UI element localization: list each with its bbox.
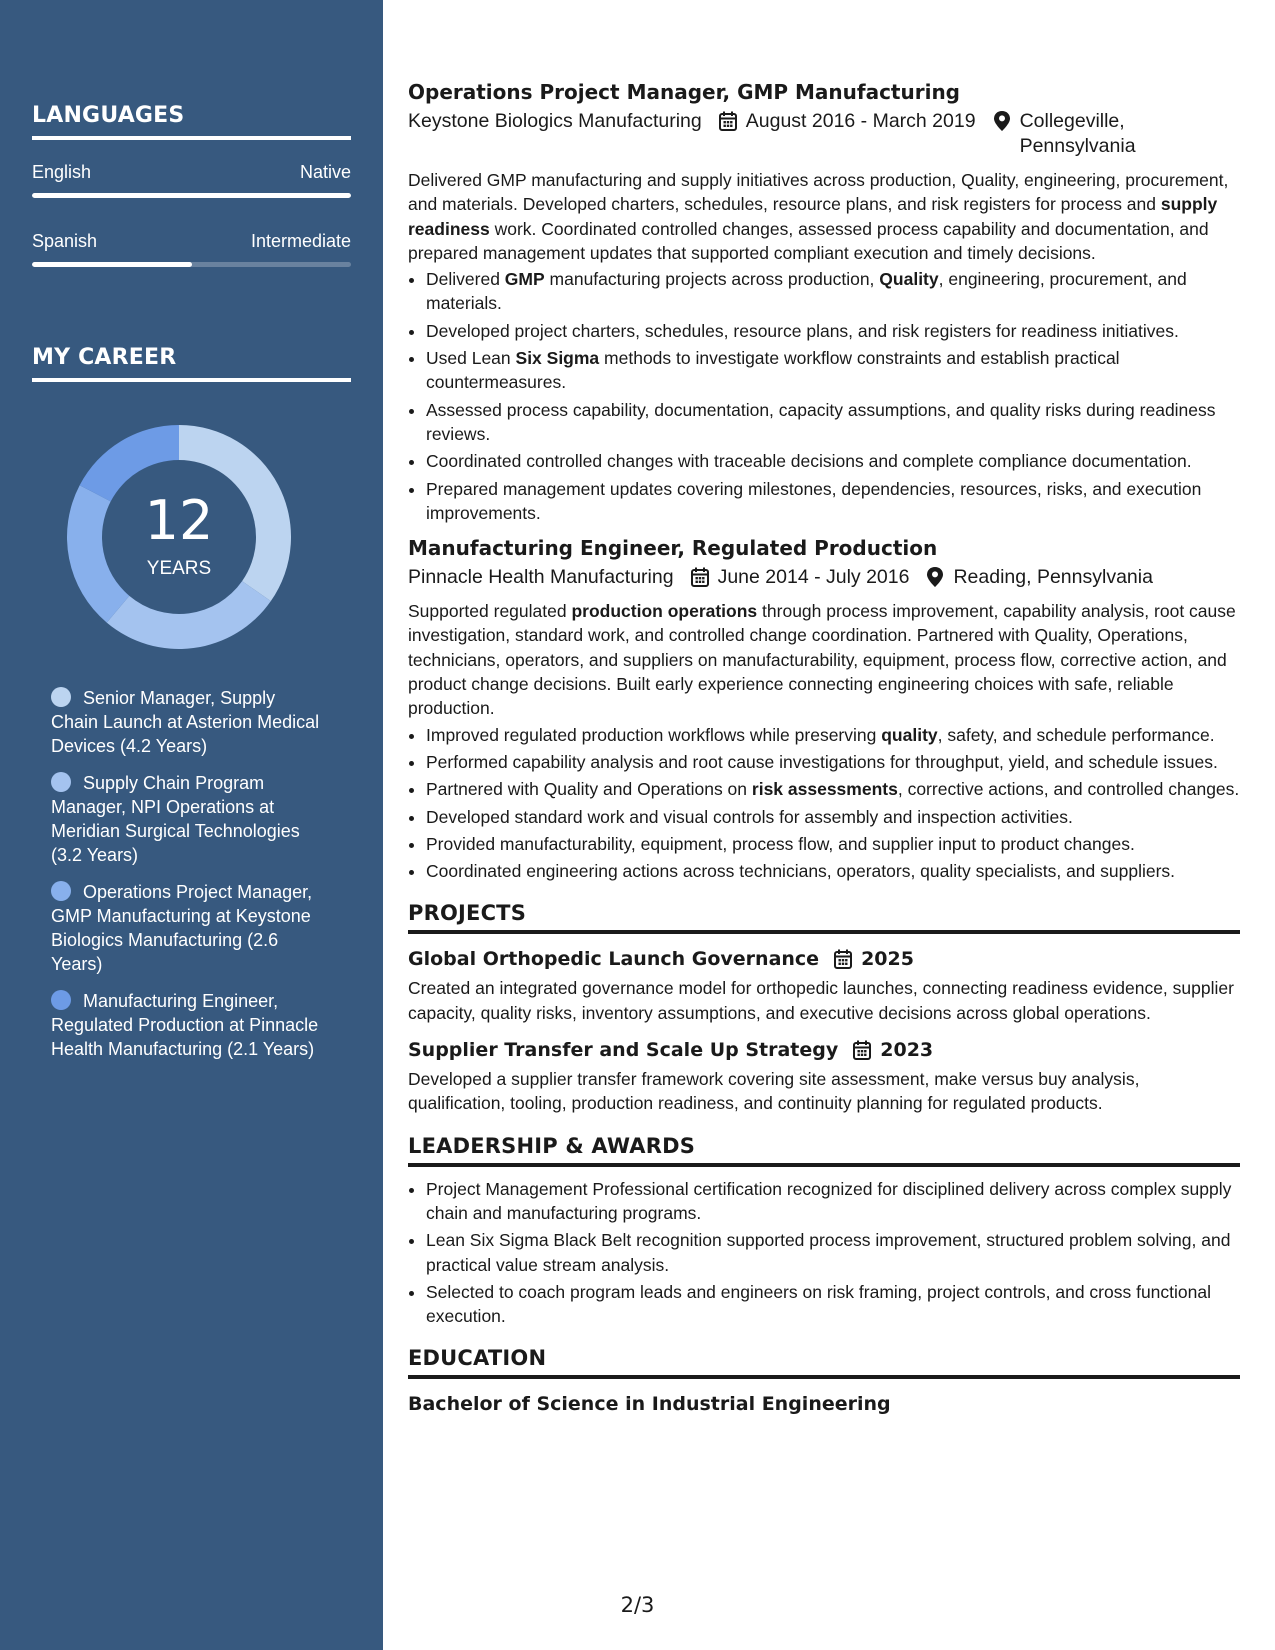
career-dot [51,772,71,792]
project-description: Developed a supplier transfer framework covering site assessment, make versus buy analysis, qualification, tooling, production readiness, and continuity planning for regulated products. [408,1069,1140,1114]
education-section [408,1346,1240,1417]
language-name: Spanish [32,231,98,251]
language-level: Intermediate [250,231,351,251]
project-header [408,1037,1240,1063]
job-bullet: • Coordinated engineering actions across technicians, operators, quality specialists, and suppliers. [426,859,1240,883]
page-number: 2/3 [620,1593,655,1617]
bold-text: GMP [504,269,545,290]
language-row-spanish [32,231,351,252]
career-item [51,771,326,867]
bold-text: risk assessments [751,779,898,800]
project-header [408,946,1240,972]
education-degree: Bachelor of Science in Industrial Engineering [408,1393,891,1416]
leadership-heading: LEADERSHIP & AWARDS [408,1134,1240,1167]
language-level: Native [299,162,351,182]
career-item [51,880,326,976]
education-heading: EDUCATION [408,1346,1240,1379]
career-dot [51,990,71,1010]
project-year: 2023 [880,1039,934,1062]
career-item [51,686,326,758]
career-item-text: Operations Project Manager, GMP Manufacturing at Keystone Biologics Manufacturing (2.6 Years) [51,882,313,974]
job-bullet: • Developed project charters, schedules, resource plans, and risk registers for readiness initiatives. [426,319,1240,343]
job-bullet: • Prepared management updates covering milestones, dependencies, resources, risks, and execution improvements. [426,477,1240,526]
language-row-english [32,162,351,183]
career-dot [51,687,71,707]
job-entry [408,534,1240,883]
job-bullet: • Assessed process capability, documentation, capacity assumptions, and quality risks during readiness reviews. [426,398,1240,447]
language-bar-spanish [32,262,351,267]
job-bullet: • Improved regulated production workflows while preserving quality, safety, and schedule performance. [426,723,1240,747]
career-item-text: Supply Chain Program Manager, NPI Operations at Meridian Surgical Technologies (3.2 Years) [51,773,300,865]
job-bullets [408,723,1240,884]
job-meta [408,565,1240,590]
job-bullet: • Developed standard work and visual controls for assembly and inspection activities. [426,805,1240,829]
career-years-label: YEARS [146,558,212,579]
map-pin-icon [992,110,1012,132]
calendar-icon [718,110,738,132]
career-item-text: Manufacturing Engineer, Regulated Production at Pinnacle Health Manufacturing (2.1 Years) [51,991,319,1059]
job-bullet: • Used Lean Six Sigma methods to investigate workflow constraints and establish practical countermeasures. [426,346,1240,395]
bold-text: quality [881,724,938,745]
calendar-icon [852,1039,872,1061]
job-bullet: • Coordinated controlled changes with traceable decisions and complete compliance documentation. [426,449,1240,473]
language-bar-fill [32,193,351,198]
job-bullet: • Delivered GMP manufacturing projects across production, Quality, engineering, procurement, and materials. [426,267,1240,316]
leadership-list [408,1177,1240,1329]
job-summary: Delivered GMP manufacturing and supply initiatives across production, Quality, engineering, procurement, and materials. Developed charters, schedules, resource plans, and risk registers for process and supply readiness work. Coordinated controlled changes, assessed process capability and documentation, and prepared management updates that supported compliant execution and timely decisions. [408,170,1229,263]
bold-text: supply readiness [408,194,1218,239]
language-bar-fill [32,262,192,267]
leadership-section [408,1134,1240,1329]
job-company: Pinnacle Health Manufacturing [408,566,674,589]
project-description: Created an integrated governance model for orthopedic launches, connecting readiness evidence, supplier capacity, quality risks, inventory assumptions, and executive decisions across global operations. [408,978,1234,1023]
job-bullet: • Performed capability analysis and root cause investigations for throughput, yield, and schedule issues. [426,750,1240,774]
job-title: Operations Project Manager, GMP Manufacturing [408,80,961,104]
bold-text: Quality [879,269,939,290]
main-content [408,78,1240,1417]
calendar-icon [833,948,853,970]
language-name: English [32,162,92,182]
job-location: Reading, Pennsylvania [953,566,1153,589]
leadership-item: • Lean Six Sigma Black Belt recognition supported process improvement, structured problem solving, and practical value stream analysis. [426,1228,1240,1277]
job-location: Collegeville, Pennsylvania [1019,110,1136,157]
job-bullet: • Provided manufacturability, equipment, process flow, and supplier input to product changes. [426,832,1240,856]
job-meta [408,109,1240,159]
project-title: Global Orthopedic Launch Governance [408,948,820,971]
job-dates: June 2014 - July 2016 [717,566,910,589]
projects-heading: PROJECTS [408,901,1240,934]
career-heading: MY CAREER [32,345,351,382]
map-pin-icon [925,566,945,588]
leadership-item: • Project Management Professional certification recognized for disciplined delivery across complex supply chain and manufacturing programs. [426,1177,1240,1226]
career-item-text: Senior Manager, Supply Chain Launch at Asterion Medical Devices (4.2 Years) [51,688,320,756]
career-donut-slice [107,581,271,649]
job-dates: August 2016 - March 2019 [745,110,976,132]
job-title: Manufacturing Engineer, Regulated Production [408,536,938,561]
career-years-number: 12 [144,489,214,552]
bold-text: production operations [571,601,758,622]
languages-heading: LANGUAGES [32,103,351,140]
language-bar-english [32,193,351,198]
job-bullets [408,267,1240,525]
job-summary: Supported regulated production operations through process improvement, capability analysis, root cause investigation, standard work, and controlled change coordination. Partnered with Quality, Operations, technicians, operators, and suppliers on manufacturability, equipment, process flow, corrective action, and product change decisions. Built early experience connecting engineering choices with safe, reliable production. [408,601,1236,719]
job-company: Keystone Biologics Manufacturing [408,110,702,132]
leadership-item: • Selected to coach program leads and engineers on risk framing, project controls, and cross functional execution. [426,1280,1240,1329]
career-list [51,686,326,1074]
project-year: 2025 [861,948,914,971]
job-entry [408,78,1240,525]
calendar-icon [690,566,710,588]
sidebar [0,0,383,1650]
career-dot [51,881,71,901]
projects-section [408,901,1240,1115]
career-item [51,989,326,1061]
bold-text: Six Sigma [515,348,600,369]
job-bullet: • Partnered with Quality and Operations on risk assessments, corrective actions, and controlled changes. [426,777,1240,801]
project-title: Supplier Transfer and Scale Up Strategy [408,1039,839,1062]
